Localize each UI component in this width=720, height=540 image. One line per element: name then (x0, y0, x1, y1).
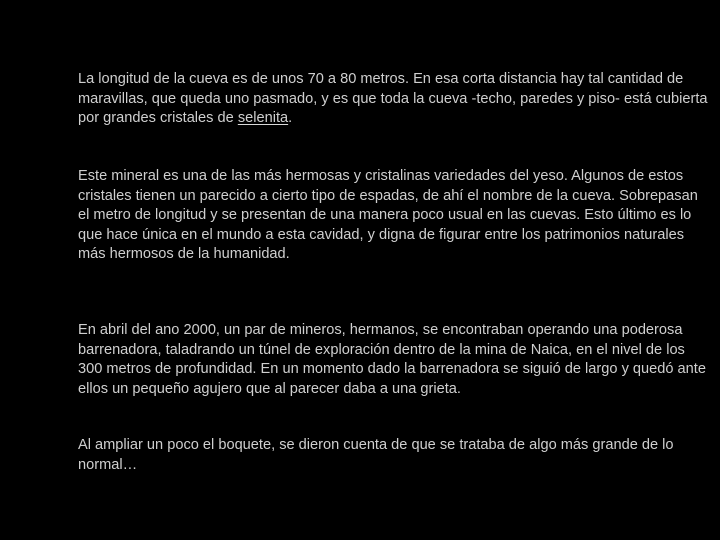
paragraph-cave-length (78, 70, 708, 129)
paragraph-mineral: Este mineral es una de las más hermosas y cristalinas variedades del yeso. Algunos de estos cristales tienen un parecido a cierto tipo de espadas, de ahí el nombre de la cueva. Sobrepasan el metro de longitud y se presentan de una manera poco usual en las cuevas. Esto último es lo que hace única en el mundo a esta cavidad, y digna de figurar entre los patrimonios naturales más hermosos de la humanidad. (78, 168, 698, 263)
paragraph-cave-length-end: . (288, 110, 293, 127)
paragraph-opening: Al ampliar un poco el boquete, se dieron cuenta de que se trataba de algo más grande de lo normal… (78, 437, 674, 473)
selenita-link[interactable]: selenita (237, 110, 289, 127)
paragraph-cave-length-text: La longitud de la cueva es de unos 70 a 80 metros. En esa corta distancia hay tal cantidad de maravillas, que queda uno pasmado, y es que toda la cueva -techo, paredes y piso- está cubierta por grandes cristales de (78, 71, 708, 127)
paragraph-discovery: En abril del ano 2000, un par de mineros, hermanos, se encontraban operando una poderosa barrenadora, taladrando un túnel de exploración dentro de la mina de Naica, en el nivel de los 300 metros de profundidad. En un momento dado la barrenadora se siguió de largo y quedó ante ellos un pequeño agujero que al parecer daba a una grieta. (78, 322, 706, 397)
